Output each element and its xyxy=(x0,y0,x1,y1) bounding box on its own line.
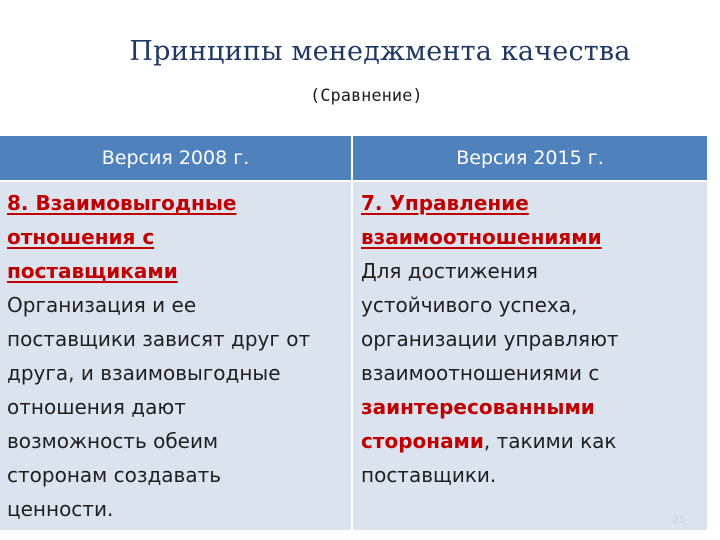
principle-2008-text-line: возможность обеим xyxy=(7,429,219,453)
principle-2015-text-line: организации управляют xyxy=(361,327,619,351)
principle-2015-text-line: поставщики. xyxy=(361,463,497,487)
principle-2008-heading-line: 8. Взаимовыгодные xyxy=(7,191,237,215)
principle-2008-text-line: ценности. xyxy=(7,497,114,521)
principle-2008-heading-line: отношения с xyxy=(7,225,155,249)
header-version-2015: Версия 2015 г. xyxy=(353,136,707,180)
page-number: 25 xyxy=(672,513,686,526)
comparison-table xyxy=(0,136,707,530)
principle-2008-text-line: отношения дают xyxy=(7,395,186,419)
principle-2008-text-line: друга, и взаимовыгодные xyxy=(7,361,281,385)
page-subtitle: (Сравнение) xyxy=(310,86,423,106)
page-title: Принципы менеджмента качества xyxy=(129,36,631,67)
principle-2015-heading-line: взаимоотношениями xyxy=(361,225,602,249)
principle-2015-highlight-line: заинтересованными xyxy=(361,395,595,419)
principle-2015-text-line: взаимоотношениями с xyxy=(361,361,600,385)
principle-2015-text-line: устойчивого успеха, xyxy=(361,293,578,317)
principle-2015-heading-line: 7. Управление xyxy=(361,191,529,215)
cell-version-2015 xyxy=(353,182,707,530)
principle-2008-text-line: Организация и ее xyxy=(7,293,197,317)
cell-version-2008 xyxy=(0,182,351,530)
principle-2015-highlight-row xyxy=(361,424,707,458)
principle-2015-text-fragment: , такими как xyxy=(483,429,617,453)
principle-2008-text-line: поставщики зависят друг от xyxy=(7,327,311,351)
header-version-2008: Версия 2008 г. xyxy=(0,136,351,180)
principle-2008-heading-line: поставщиками xyxy=(7,259,178,283)
principle-2015-highlight-word: сторонами xyxy=(361,429,484,453)
principle-2008-text-line: сторонам создавать xyxy=(7,463,222,487)
principle-2015-text-line: Для достижения xyxy=(361,259,538,283)
